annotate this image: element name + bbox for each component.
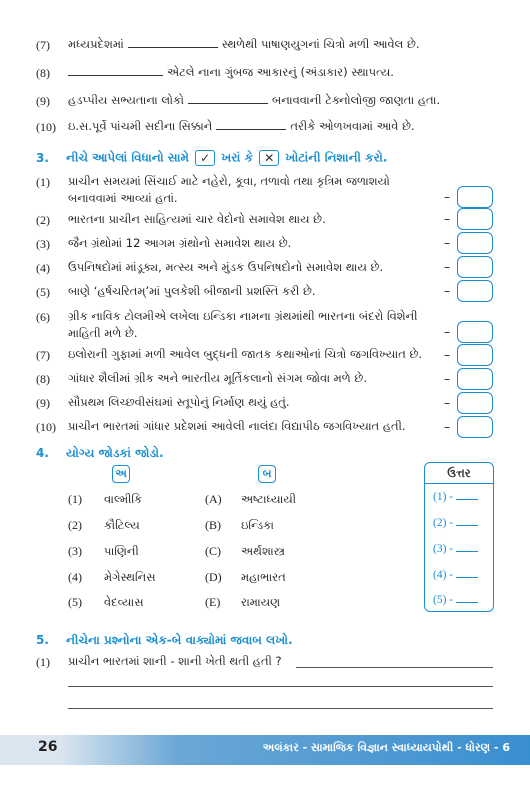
q5-heading: 5. નીચેના પ્રશ્નોના એક-બે વાક્યોમાં જવાબ લખો.	[36, 633, 293, 647]
question-text: પ્રાચીન ભારતમાં શાની - શાની ખેતી થતી હતી ?	[68, 654, 282, 668]
blank-line[interactable]	[456, 602, 478, 603]
tick-icon: ✓	[195, 150, 215, 166]
item-number: (1)	[36, 175, 50, 189]
blank-line[interactable]	[456, 525, 478, 526]
item-number: (7)	[36, 38, 50, 52]
question-number: 3.	[36, 150, 49, 165]
answer-line[interactable]	[68, 686, 493, 687]
item-number: (9)	[36, 94, 50, 108]
statement-text: પ્રાચીન ભારતમાં ગાંધાર પ્રદેશમાં આવેલી નાલંદા વિદ્યાપીઠ જગવિખ્યાત હતી.	[68, 419, 406, 433]
blank-line[interactable]	[456, 577, 478, 578]
column-b-item: (E) રામાયણ	[205, 595, 281, 609]
statement-text: જૈન ગ્રંથોમાં 12 આગમ ગ્રંથોનો સમાવેશ થાય છે.	[68, 236, 292, 250]
column-b-item: (C) અર્થશાસ્ત્ર	[205, 544, 285, 558]
blank-line[interactable]	[456, 551, 478, 552]
statement-text: ગાંધાર શૈલીમાં ગ્રીક અને ભારતીય મૂર્તિકલાનો સંગમ જોવા મળે છે.	[68, 371, 367, 385]
statement-text: ઇલોરાની ગુફામાં મળી આવેલ બુદ્ધની જાતક કથાઓનાં ચિત્રો જગવિખ્યાત છે.	[68, 347, 423, 361]
dash: –	[444, 420, 450, 434]
statement-text-cont: બનાવવામાં આવ્યાં હતાં.	[68, 191, 178, 205]
statement-text: એટલે નાના ગુંબજ આકારનું (અંડાકાર) સ્થાપત્ય.	[68, 64, 394, 81]
q3-heading: 3. નીચે આપેલાં વિધાનો સામે ✓ ખરાં કે ✕ ખોટાંની નિશાની કરો.	[36, 150, 388, 165]
answer-box[interactable]	[457, 416, 493, 438]
answer-slot[interactable]: (1) -	[433, 491, 478, 503]
statement-text: હડપ્પીય સભ્યતાના લોકો બનાવવાની ટેક્નોલોજી જાણતા હતા.	[68, 93, 441, 107]
q4-heading: 4. યોગ્ય જોડકાં જોડો.	[36, 446, 164, 460]
item-number: (3)	[36, 237, 50, 251]
statement-text: ઉપનિષદોમાં માંડૂક્ય, મત્સ્ય અને મુંડક ઉપનિષદોનો સમાવેશ થાય છે.	[68, 260, 384, 274]
dash: –	[444, 325, 450, 339]
column-a-item: (2) કૌટિલ્ય	[68, 518, 140, 532]
item-number: (9)	[36, 396, 50, 410]
statement-text: ગ્રીક નાવિક ટોલમીએ લખેલા ઇન્ડિકા નામના ગ્રંથમાંથી ભારતના બંદરો વિશેની	[68, 309, 418, 323]
blank-line[interactable]	[128, 46, 218, 48]
item-number: (5)	[36, 285, 50, 299]
item-number: (6)	[36, 310, 50, 324]
dash: –	[444, 284, 450, 298]
answer-panel-title: ઉત્તર	[447, 466, 471, 480]
answer-box[interactable]	[457, 280, 493, 302]
column-a-item: (5) વેદવ્યાસ	[68, 595, 144, 609]
footer-title: અલંકાર - સામાજિક વિજ્ઞાન સ્વાધ્યાયપોથી - ધોરણ - 6	[262, 741, 510, 754]
answer-box[interactable]	[457, 321, 493, 343]
answer-slot[interactable]: (4) -	[433, 569, 478, 581]
question-number: 4.	[36, 446, 49, 460]
column-a-header: અ	[112, 465, 130, 483]
item-number: (4)	[36, 261, 50, 275]
statement-text: બાણે ‘હર્ષચરિતમ્’માં પુલકેશી બીજાની પ્રશસ્તિ કરી છે.	[68, 284, 316, 298]
answer-box[interactable]	[457, 186, 493, 208]
answer-slot[interactable]: (2) -	[433, 517, 478, 529]
dash: –	[444, 396, 450, 410]
statement-text: ભારતના પ્રાચીન સાહિત્યમાં ચાર વેદોનો સમાવેશ થાય છે.	[68, 212, 326, 226]
column-b-item: (A) અષ્ટાધ્યાયી	[205, 492, 297, 506]
item-number: (8)	[36, 372, 50, 386]
answer-slot[interactable]: (5) -	[433, 594, 478, 606]
item-number: (1)	[36, 655, 50, 669]
dash: –	[444, 236, 450, 250]
answer-panel	[424, 462, 494, 612]
dash: –	[444, 260, 450, 274]
blank-line[interactable]	[68, 74, 163, 76]
dash: –	[444, 190, 450, 204]
item-number: (7)	[36, 348, 50, 362]
answer-box[interactable]	[457, 392, 493, 414]
blank-line[interactable]	[216, 128, 286, 130]
dash: –	[444, 372, 450, 386]
statement-text: સૌપ્રથમ લિચ્છવીસંઘમાં સ્તૂપોનું નિર્માણ થયું હતું.	[68, 395, 290, 409]
blank-line[interactable]	[188, 102, 268, 104]
item-number: (2)	[36, 213, 50, 227]
cross-icon: ✕	[259, 150, 279, 166]
answer-box[interactable]	[457, 368, 493, 390]
column-a-item: (4) મેગેસ્થનિસ	[68, 570, 156, 584]
statement-text-cont: માહિતી મળે છે.	[68, 326, 138, 340]
column-a-item: (1) વાલ્મીકિ	[68, 492, 143, 506]
item-number: (10)	[36, 420, 56, 434]
page-number: 26	[38, 739, 58, 755]
statement-text: પ્રાચીન સમયમાં સિંચાઈ માટે નહેરો, કૂવા, તળાવો તથા કૃત્રિમ જળાશયો	[68, 174, 390, 188]
item-number: (10)	[36, 120, 56, 134]
answer-line[interactable]	[296, 667, 493, 668]
column-b-item: (D) મહાભારત	[205, 570, 286, 584]
answer-box[interactable]	[457, 208, 493, 230]
dash: –	[444, 212, 450, 226]
answer-slot[interactable]: (3) -	[433, 543, 478, 555]
answer-line[interactable]	[68, 708, 493, 709]
divider	[425, 483, 493, 484]
column-a-item: (3) પાણિની	[68, 544, 139, 558]
answer-box[interactable]	[457, 344, 493, 366]
statement-text: ઇ.સ.પૂર્વે પાંચમી સદીના સિક્કાને તરીકે ઓળખવામાં આવે છે.	[68, 119, 415, 133]
answer-box[interactable]	[457, 256, 493, 278]
column-b-header: બ	[258, 465, 276, 483]
item-number: (8)	[36, 66, 50, 80]
statement-text: મધ્યપ્રદેશમાં સ્થળેથી પાષાણયુગનાં ચિત્રો મળી આવેલ છે.	[68, 37, 420, 51]
dash: –	[444, 348, 450, 362]
blank-line[interactable]	[456, 499, 478, 500]
answer-box[interactable]	[457, 232, 493, 254]
question-number: 5.	[36, 633, 49, 647]
column-b-item: (B) ઇન્ડિકા	[205, 518, 275, 532]
